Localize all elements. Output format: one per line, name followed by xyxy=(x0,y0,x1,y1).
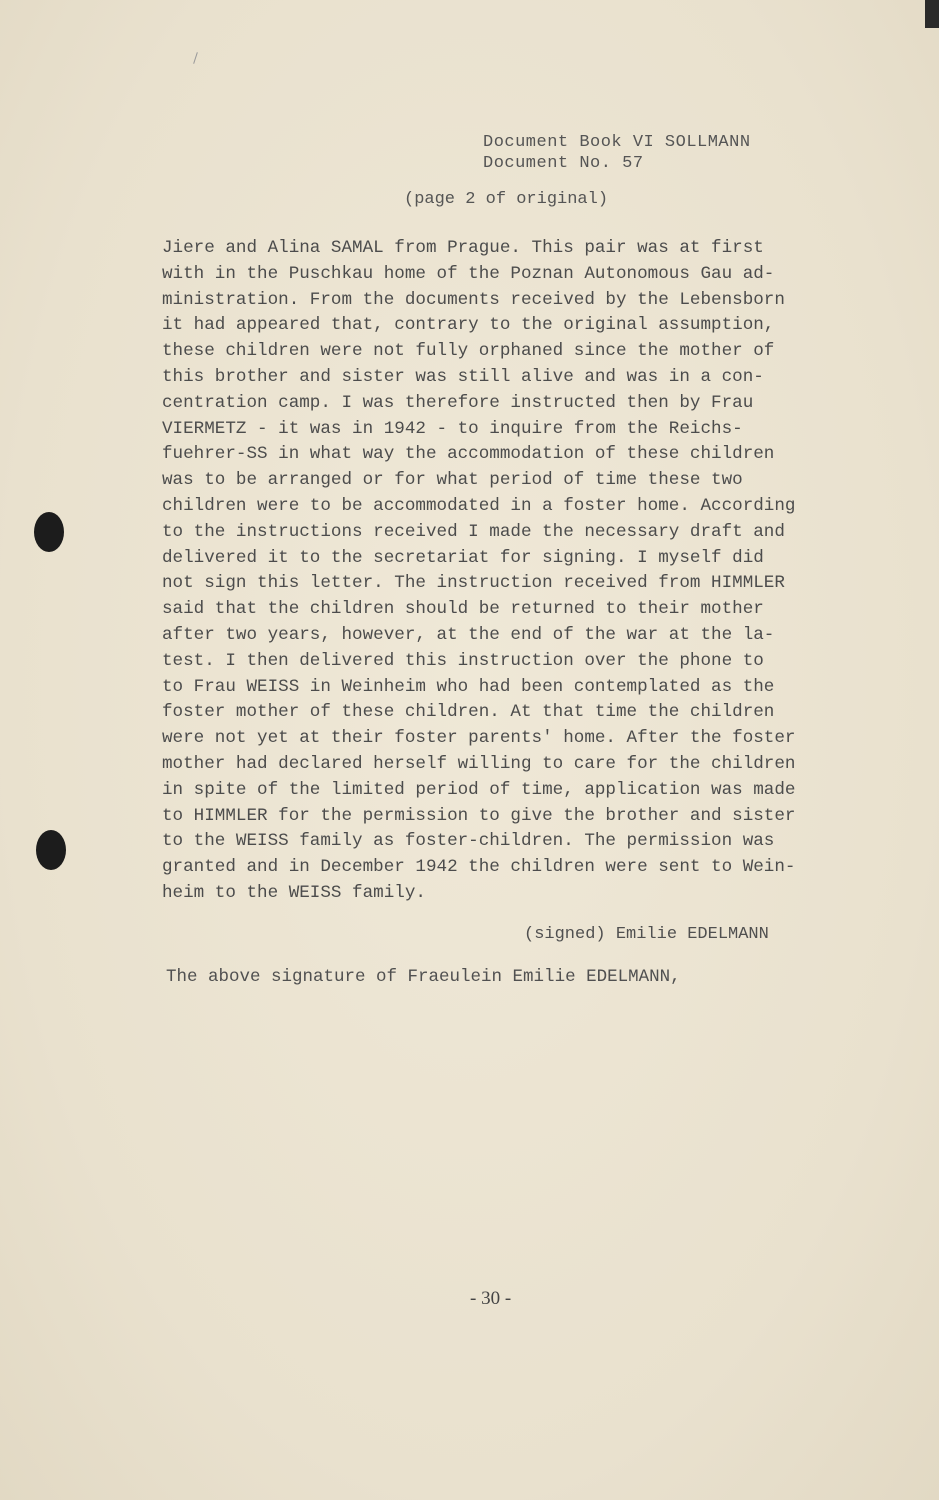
document-book-label: Document Book VI SOLLMANN xyxy=(483,133,751,152)
punch-hole-bottom xyxy=(36,830,66,870)
body-line: to Frau WEISS in Weinheim who had been contemplated as the xyxy=(162,676,775,697)
body-line: ministration. From the documents received by the Lebensborn xyxy=(162,289,785,310)
body-line: this brother and sister was still alive and was in a con- xyxy=(162,366,764,387)
body-line: it had appeared that, contrary to the original assumption, xyxy=(162,315,775,336)
body-line: foster mother of these children. At that time the children xyxy=(162,702,775,723)
signature-line: (signed) Emilie EDELMANN xyxy=(524,925,769,944)
body-line: said that the children should be returned to their mother xyxy=(162,599,764,620)
body-line: was to be arranged or for what period of time these two xyxy=(162,470,743,491)
body-line: these children were not fully orphaned since the mother of xyxy=(162,341,775,362)
body-line: mother had declared herself willing to care for the children xyxy=(162,753,796,774)
page-number: - 30 - xyxy=(470,1288,512,1309)
body-line: granted and in December 1942 the children were sent to Wein- xyxy=(162,857,796,878)
body-line: with in the Puschkau home of the Poznan Autonomous Gau ad- xyxy=(162,263,775,284)
body-line: to HIMMLER for the permission to give the brother and sister xyxy=(162,805,796,826)
punch-hole-top xyxy=(34,512,64,552)
body-line: not sign this letter. The instruction received from HIMMLER xyxy=(162,573,785,594)
body-line: were not yet at their foster parents' home. After the foster xyxy=(162,728,796,749)
certification-line: The above signature of Fraeulein Emilie EDELMANN, xyxy=(166,967,681,987)
body-line: centration camp. I was therefore instructed then by Frau xyxy=(162,392,754,413)
pencil-mark xyxy=(193,52,198,64)
body-line: heim to the WEISS family. xyxy=(162,882,426,903)
document-number-label: Document No. 57 xyxy=(483,154,644,173)
original-page-note: (page 2 of original) xyxy=(404,190,609,209)
body-line: to the WEISS family as foster-children. The permission was xyxy=(162,831,775,852)
body-line: delivered it to the secretariat for signing. I myself did xyxy=(162,547,764,568)
body-line: fuehrer-SS in what way the accommodation of these children xyxy=(162,444,775,465)
body-line: VIERMETZ - it was in 1942 - to inquire from the Reichs- xyxy=(162,418,743,439)
body-paragraph xyxy=(162,236,862,907)
document-reference xyxy=(483,132,751,174)
body-line: to the instructions received I made the necessary draft and xyxy=(162,521,785,542)
body-line: Jiere and Alina SAMAL from Prague. This pair was at first xyxy=(162,238,764,258)
body-line: after two years, however, at the end of the war at the la- xyxy=(162,624,775,645)
body-line: children were to be accommodated in a foster home. According xyxy=(162,495,796,516)
edge-mark xyxy=(925,0,939,28)
body-line: test. I then delivered this instruction over the phone to xyxy=(162,650,764,671)
body-line: in spite of the limited period of time, application was made xyxy=(162,779,796,800)
